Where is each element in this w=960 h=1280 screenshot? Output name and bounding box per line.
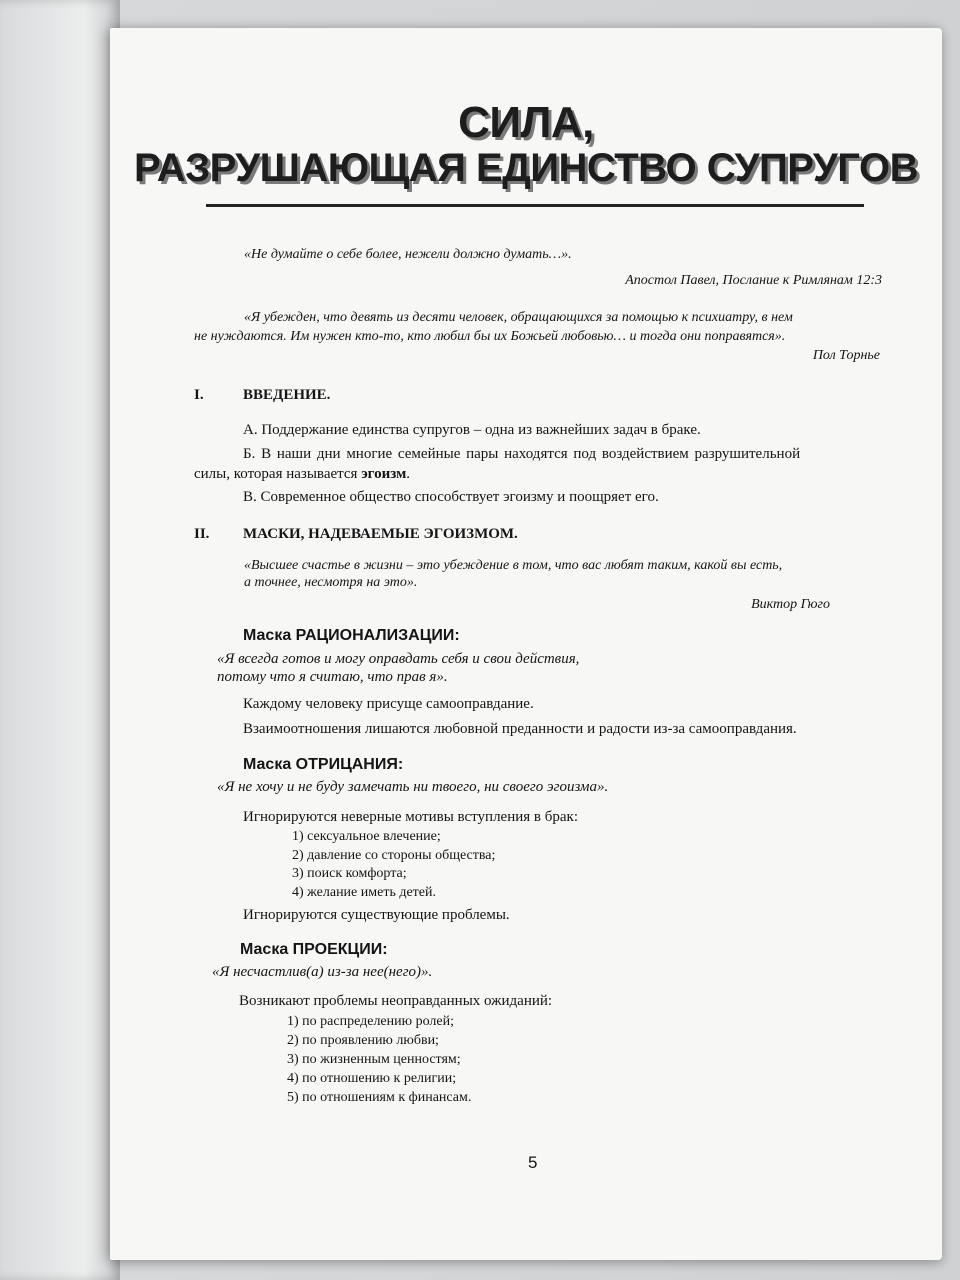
mask-projection-list-item: 2) по проявлению любви; [287,1033,439,1048]
mask-rationalization-title: Маска РАЦИОНАЛИЗАЦИИ: [243,627,460,644]
mask-denial-quote: «Я не хочу и не буду замечать ни твоего, ни своего эгоизма». [217,779,609,795]
previous-page-edge [0,0,120,1280]
mask-projection-point-1: Возникают проблемы неоправданных ожиданий: [239,993,553,1009]
section-1-number: I. [194,387,204,403]
page-number: 5 [528,1153,538,1172]
mask-denial-list-item: 2) давление со стороны общества; [292,848,496,863]
epigraph-2-quote-line-2: не нуждаются. Им нужен кто-то, кто любил бы их Божьей любовью… и тогда они поправятся». [194,329,786,344]
mask-projection-list-item: 1) по распределению ролей; [287,1014,454,1029]
section-2-quote-line-2: а точнее, несмотря на это». [244,575,418,590]
mask-denial-list-item: 4) желание иметь детей. [292,885,436,900]
mask-projection-quote: «Я несчастлив(а) из-за нее(него)». [212,964,433,980]
mask-denial-point-2: Игнорируются существующие проблемы. [243,907,510,923]
mask-projection-list-item: 5) по отношениям к финансам. [287,1090,472,1105]
section-2-quote-line-1: «Высшее счастье в жизни – это убеждение в том, что вас любят таким, какой вы есть, [244,558,783,573]
mask-denial-list-item: 1) сексуальное влечение; [292,829,441,844]
mask-rationalization-point-2: Взаимоотношения лишаются любовной преданности и радости из-за самооправдания. [243,721,797,737]
egoism-term: эгоизм [361,466,407,482]
section-2-author: Виктор Гюго [751,597,830,612]
epigraph-1-quote: «Не думайте о себе более, нежели должно думать…». [244,247,572,262]
mask-rationalization-quote-line-1: «Я всегда готов и могу оправдать себя и свои действия, [217,651,580,667]
epigraph-2-author: Пол Торнье [812,348,880,363]
section-2-number: II. [194,526,210,542]
section-1-heading: ВВЕДЕНИЕ. [243,387,331,403]
mask-projection-title: Маска ПРОЕКЦИИ: [240,941,388,958]
title-underline [206,204,864,207]
section-1-item-b-period: . [406,466,411,482]
section-1-item-a: А. Поддержание единства супругов – одна из важнейших задач в браке. [243,422,701,438]
section-1-item-b-line-1: Б. В наши дни многие семейные пары находятся под воздействием разрушительной [243,446,801,462]
section-1-item-b-text: силы, которая называется [194,466,362,482]
mask-rationalization-point-1: Каждому человеку присуще самооправдание. [243,696,534,712]
title-line-1: СИЛА, [458,98,594,147]
epigraph-2-quote-line-1: «Я убежден, что девять из десяти человек, обращающихся за помощью к психиатру, в нем [244,310,793,325]
mask-projection-list-item: 4) по отношению к религии; [287,1071,457,1086]
mask-denial-title: Маска ОТРИЦАНИЯ: [243,756,404,773]
section-2-heading: МАСКИ, НАДЕВАЕМЫЕ ЭГОИЗМОМ. [243,526,518,542]
mask-denial-list-item: 3) поиск комфорта; [292,866,407,881]
mask-rationalization-quote-line-2: потому что я считаю, что прав я». [217,669,448,685]
title-line-2: РАЗРУШАЮЩАЯ ЕДИНСТВО СУПРУГОВ [134,146,918,190]
section-1-item-c: В. Современное общество способствует эгоизму и поощряет его. [243,489,659,505]
mask-projection-list-item: 3) по жизненным ценностям; [287,1052,461,1067]
section-1-item-b-line-2 [194,465,410,484]
mask-denial-point-1: Игнорируются неверные мотивы вступления в брак: [243,809,578,825]
document-page [110,28,942,1260]
epigraph-1-author: Апостол Павел, Послание к Римлянам 12:3 [625,273,882,288]
